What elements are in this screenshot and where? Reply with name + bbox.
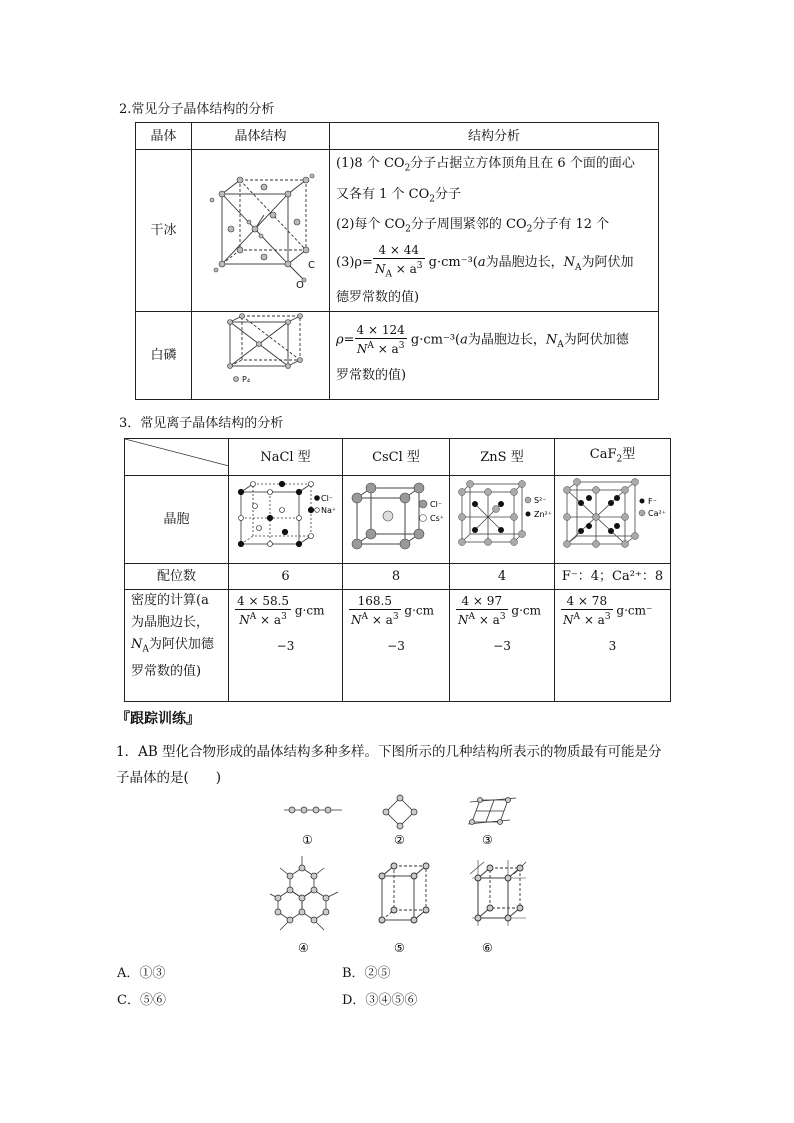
row-label-cell: 晶胞	[125, 476, 229, 564]
density-caf2-unit: g·cm⁻	[616, 603, 653, 618]
dry-ice-rho: (3)ρ=	[336, 255, 373, 271]
density-caf2-den-n: N	[563, 613, 574, 627]
zns-legend-s: S²⁻	[534, 496, 547, 505]
coord-caf2: F⁻：4；Ca²⁺：8	[555, 564, 671, 590]
diagonal-corner-cell	[125, 439, 229, 476]
density-caf2-exp: 3	[608, 639, 617, 653]
density-nacl-den-tail: × a	[256, 613, 282, 627]
density-zns-den-n: N	[458, 613, 469, 627]
dry-ice-note-a: a	[477, 255, 486, 271]
dry-ice-den-n: N	[374, 261, 386, 276]
density-label-na: N	[131, 637, 143, 652]
type-caf2-suffix: 型	[622, 446, 636, 462]
option-d[interactable]: D．③④⑤⑥	[342, 993, 418, 1008]
white-phosphorus-structure-diagram	[192, 312, 328, 390]
dry-ice-note-mid: 为晶胞边长，	[485, 255, 564, 271]
density-zns-num: 4 × 97	[456, 594, 508, 610]
figure-label-2: ②	[394, 833, 405, 847]
header-structure: 晶体结构	[192, 123, 330, 150]
coord-cscl: 8	[343, 564, 450, 590]
type-caf2: CaF$_2$型	[555, 439, 671, 476]
diagonal-line	[125, 439, 229, 466]
density-nacl: $\frac{4 \times 58.5}{N^A \times a^3}$ g·cm −3	[229, 590, 343, 702]
ionic-crystal-table	[124, 438, 671, 702]
white-p-unit: g·cm⁻³(	[406, 332, 461, 348]
header-crystal: 晶体	[136, 123, 192, 150]
type-zns: ZnS 型	[450, 439, 555, 476]
density-cscl-unit: g·cm	[404, 603, 435, 618]
dry-ice-line5: 德罗常数的值)	[336, 289, 420, 305]
density-nacl-den-n: N	[239, 613, 250, 627]
question1-line1: 1．AB 型化合物形成的晶体结构多种多样。下图所示的几种结构所表示的物质最有可能是分	[116, 744, 662, 760]
white-p-den-n: N	[356, 342, 368, 357]
zns-legend-zn: Zn²⁺	[534, 510, 552, 519]
dry-ice-note-na: N	[563, 255, 576, 271]
white-p-label: 白磷	[136, 312, 192, 400]
density-caf2: $\frac{4 \times 78}{N^A \times a^3}$ g·cm⁻ 3	[555, 590, 671, 702]
caf2-cell	[555, 476, 671, 564]
dry-ice-structure-cell	[192, 150, 330, 312]
section2-title: 2.常见分子晶体结构的分析	[119, 102, 275, 117]
figure-label-5: ⑤	[394, 941, 405, 955]
density-zns-den-tail: × a	[475, 613, 500, 627]
zns-cell	[450, 476, 555, 564]
figure-label-1: ①	[302, 833, 313, 847]
nacl-unit-cell-diagram	[229, 476, 343, 554]
density-caf2-den-tail: × a	[580, 613, 605, 627]
figure-2-rhombus	[383, 795, 417, 829]
density-cscl-num: 168.5	[349, 594, 401, 610]
figure-label-4: ④	[298, 941, 309, 955]
white-p-line2: 罗常数的值)	[336, 367, 407, 383]
density-label-3: 为阿伏加德	[148, 637, 214, 652]
option-c[interactable]: C．⑤⑥	[117, 993, 166, 1008]
white-p-den-tail: × a	[373, 342, 399, 357]
nacl-legend-cl: Cl⁻	[321, 494, 334, 503]
figure-3-layer	[468, 798, 516, 825]
density-label-4: 罗常数的值)	[131, 663, 202, 679]
density-cscl-exp: −3	[387, 639, 405, 653]
density-label-2: 为晶胞边长，	[131, 615, 210, 630]
type-caf2-text: CaF	[589, 446, 617, 462]
white-p-note-na: N	[545, 332, 558, 348]
density-cscl-den-tail: × a	[368, 613, 393, 627]
figure-label-6: ⑥	[482, 941, 493, 955]
dry-ice-line2b: 分子	[435, 186, 462, 202]
dry-ice-line2a: 又各有 1 个 CO	[336, 186, 430, 202]
dry-ice-note-tail: 为阿伏加	[581, 255, 634, 271]
dry-ice-line3a: (2)每个 CO	[336, 217, 406, 233]
dry-ice-unit: g·cm⁻³(	[424, 255, 478, 271]
molecular-crystal-table	[135, 122, 659, 400]
white-p-note-tail: 为阿伏加德	[563, 332, 629, 348]
nacl-legend-na: Na⁺	[321, 506, 337, 515]
density-zns-exp: −3	[493, 639, 511, 653]
cscl-legend-cs: Cs⁺	[430, 514, 444, 523]
p4-legend: P₄	[242, 375, 251, 384]
header-analysis: 结构分析	[330, 123, 659, 150]
density-cscl: $\frac{168.5}{N^A \times a^3}$ g·cm −3	[343, 590, 450, 702]
figure-label-3: ③	[482, 833, 493, 847]
dry-ice-numerator: 4 × 44	[373, 243, 425, 259]
type-nacl: NaCl 型	[229, 439, 343, 476]
coord-zns: 4	[450, 564, 555, 590]
white-p-rho: ρ=	[336, 332, 355, 348]
zns-unit-cell-diagram	[450, 476, 555, 554]
practice-heading: 『跟踪训练』	[116, 711, 200, 727]
density-zns-unit: g·cm	[511, 603, 542, 618]
dry-ice-line1a: (1)8 个 CO	[336, 156, 405, 172]
density-nacl-num: 4 × 58.5	[237, 594, 290, 608]
dry-ice-label: 干冰	[136, 150, 192, 312]
option-b[interactable]: B．②⑤	[342, 966, 391, 981]
label-c: C	[308, 260, 315, 271]
dry-ice-line3b: 分子周围紧邻的 CO	[410, 217, 527, 233]
density-nacl-unit: g·cm	[294, 603, 325, 618]
density-caf2-num: 4 × 78	[561, 594, 613, 610]
white-p-numerator: 4 × 124	[356, 323, 405, 338]
row-label-coord: 配位数	[125, 564, 229, 590]
dry-ice-analysis: (1)8 个 $CO_2$分子占据立方体顶角且在 6 个面的面心 又各有 1 个 $CO_2$分子 (2)每个 $CO_2$分子周围紧邻的 $CO_2$分子有 12 个 (3)ρ= $\frac{4 \times 44}{N_A \times a^3}$ g·cm⁻³(a为晶胞边长，$N_A$为阿伏加 德罗常数的值)	[330, 150, 659, 312]
figure-6-extended-cube	[470, 860, 526, 926]
dry-ice-line3c: 分子有 12 个	[532, 217, 610, 233]
section3-title: 3．常见离子晶体结构的分析	[119, 416, 284, 431]
cscl-unit-cell-diagram	[343, 476, 450, 554]
density-label-1: 密度的计算(a	[131, 593, 209, 608]
caf2-legend-f: F⁻	[648, 497, 657, 506]
cscl-legend-cl: Cl⁻	[430, 500, 443, 509]
white-p-analysis: ρ= $\frac{4 \times 124}{N^A \times a^3}$ g·cm⁻³(a为晶胞边长，$N_A$为阿伏加德 罗常数的值)	[330, 312, 659, 400]
density-label: 密度的计算(a 为晶胞边长， $N_A$为阿伏加德 罗常数的值)	[125, 590, 229, 702]
label-o: O	[296, 280, 304, 291]
white-p-fraction: $\frac{4 \times 124}{N^A \times a^3}$	[356, 323, 405, 357]
cscl-cell	[343, 476, 450, 564]
dry-ice-structure-diagram	[192, 150, 328, 302]
caf2-unit-cell-diagram	[555, 476, 671, 554]
figure-5-cube	[379, 863, 429, 923]
dry-ice-den-tail: × a	[391, 261, 417, 276]
dry-ice-line1b: 分子占据立方体顶角且在 6 个面的面心	[410, 156, 635, 172]
type-cscl: CsCl 型	[343, 439, 450, 476]
nacl-cell	[229, 476, 343, 564]
question1-figures	[270, 790, 530, 960]
density-cscl-den-n: N	[351, 613, 362, 627]
figure-1-chain	[284, 807, 342, 813]
question1-line2: 子晶体的是( )	[116, 770, 222, 786]
coord-nacl: 6	[229, 564, 343, 590]
white-p-note-mid: 为晶胞边长，	[467, 332, 546, 348]
figure-4-hexagonal	[270, 856, 338, 930]
option-a[interactable]: A．①③	[117, 966, 166, 981]
caf2-legend-ca: Ca²⁺	[648, 509, 666, 518]
white-p-note-a: a	[460, 332, 468, 348]
white-p-structure-cell	[192, 312, 330, 400]
density-nacl-exp: −3	[276, 639, 295, 653]
dry-ice-fraction: $\frac{4 \times 44}{N_A \times a^3}$	[374, 242, 423, 280]
density-zns: $\frac{4 \times 97}{N^A \times a^3}$ g·cm −3	[450, 590, 555, 702]
